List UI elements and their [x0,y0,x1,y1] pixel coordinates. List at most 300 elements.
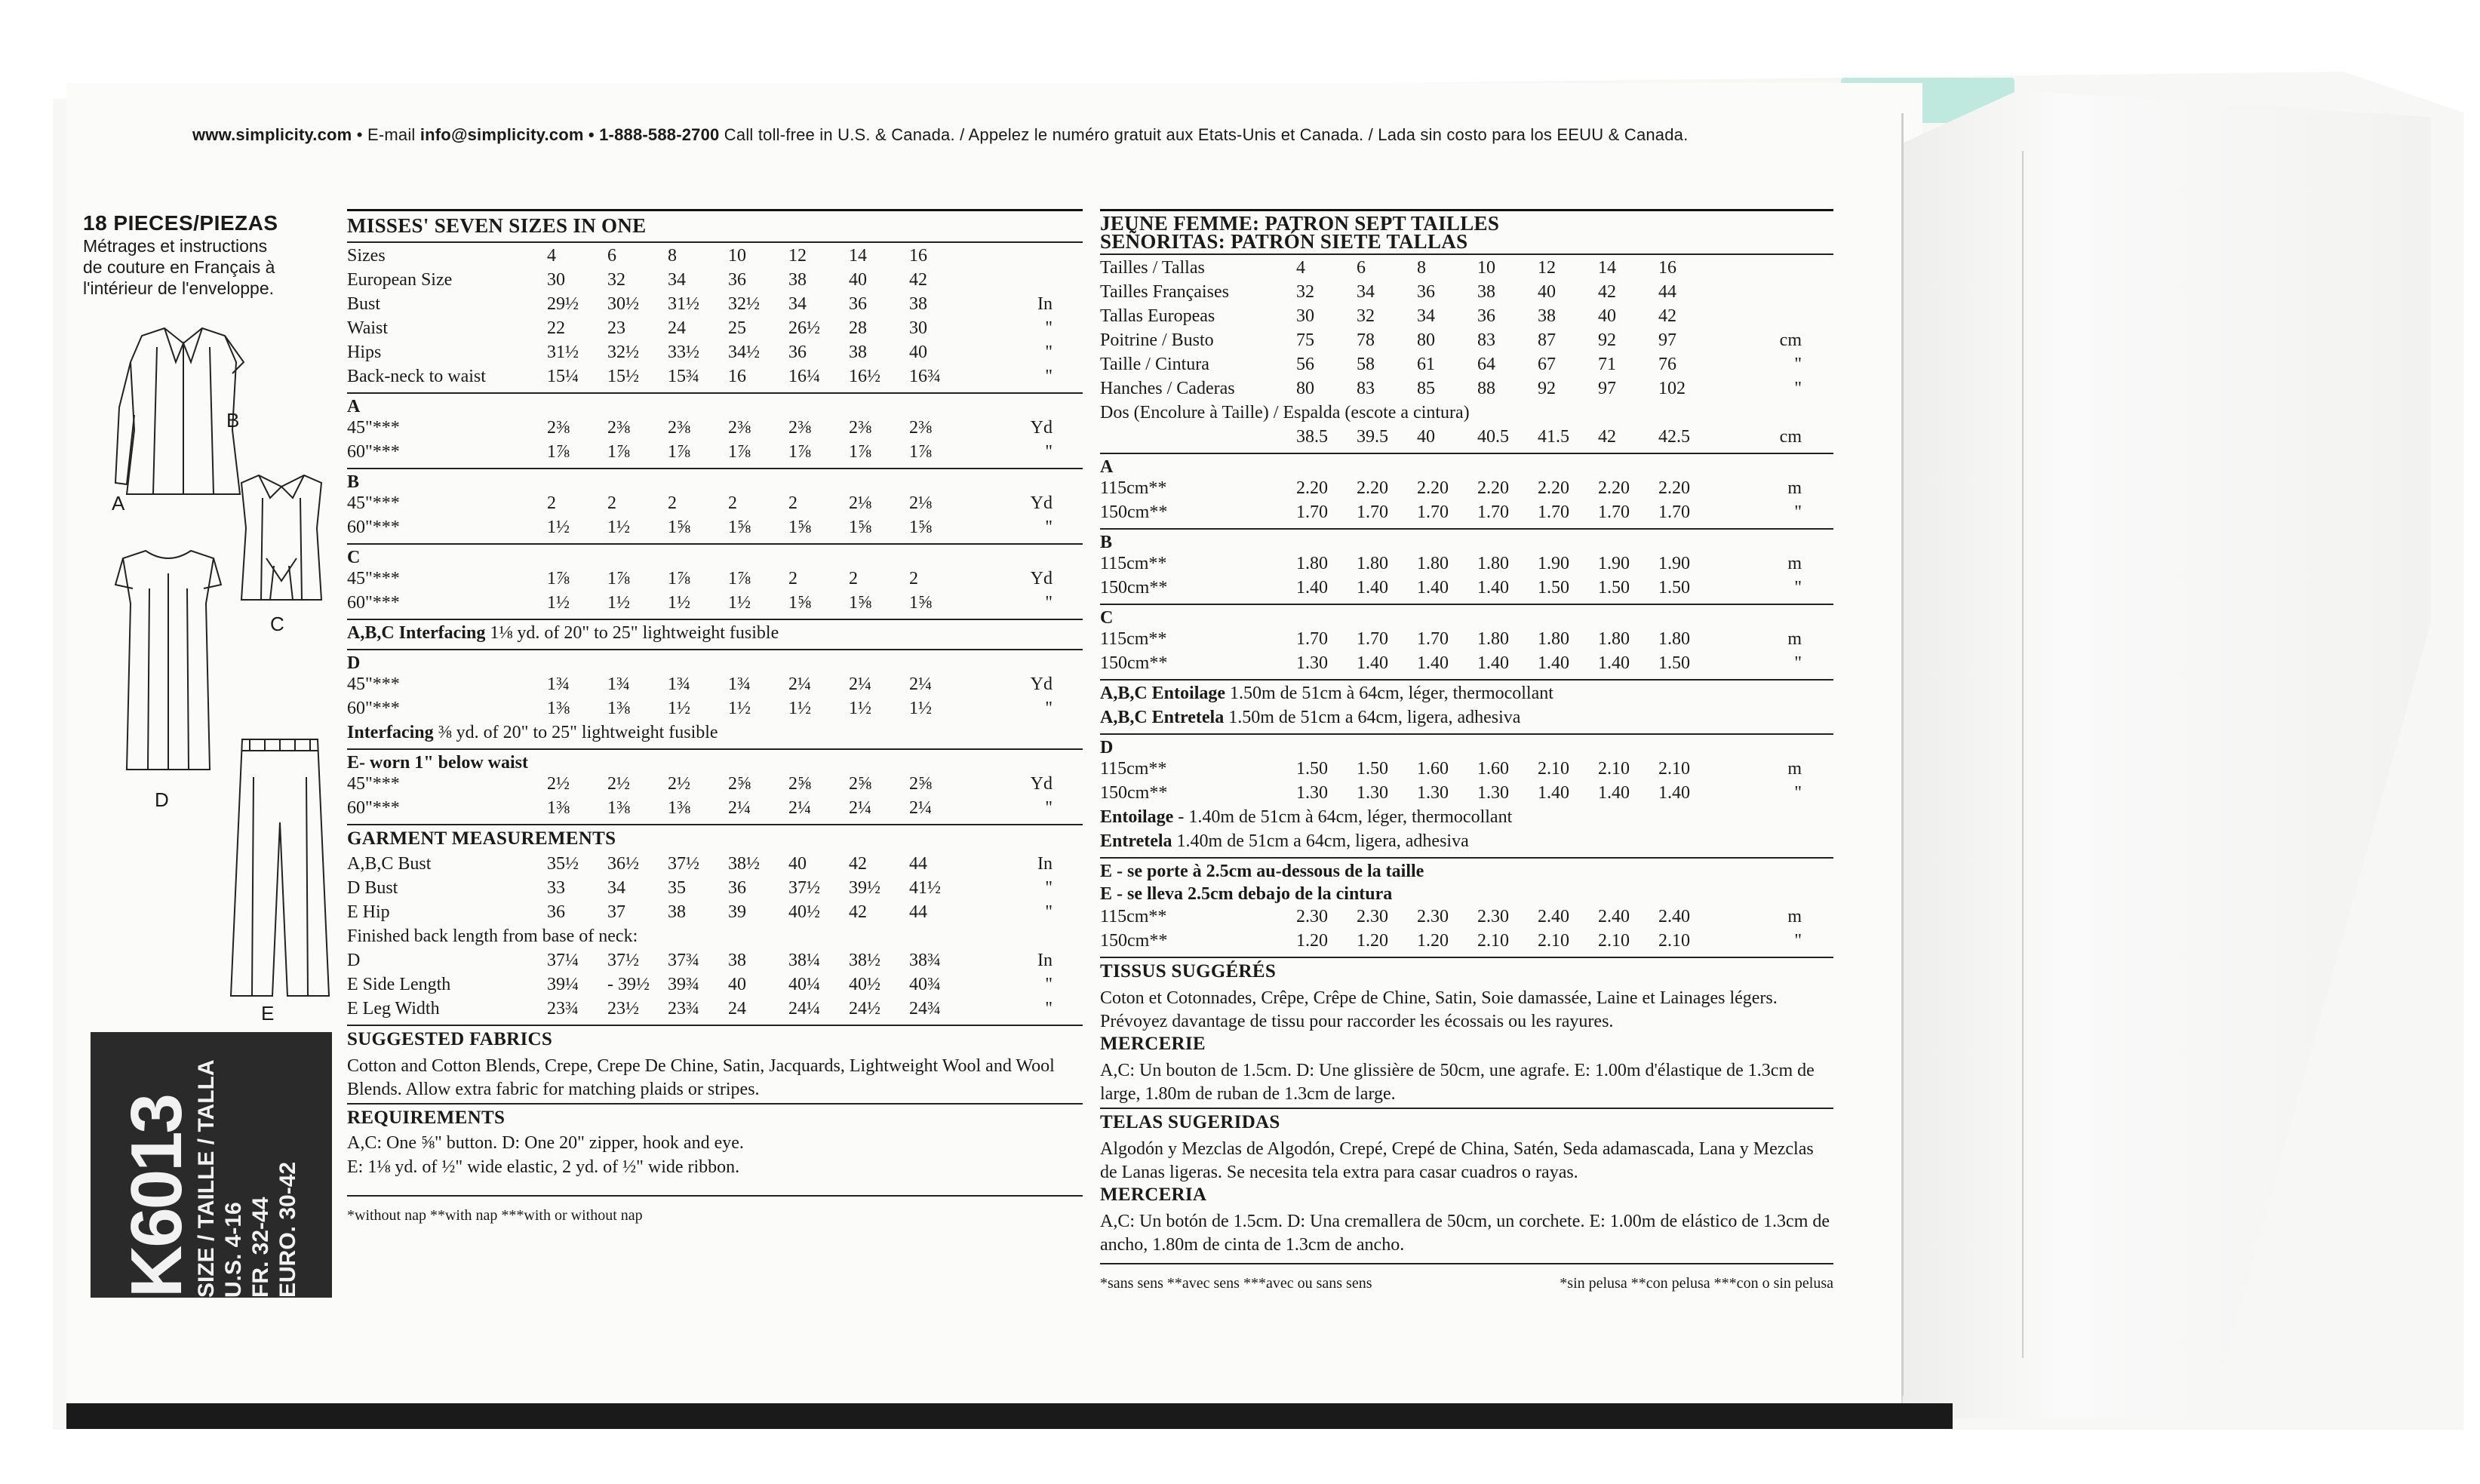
size-value: 38¼ [788,951,820,970]
size-value: 36 [788,343,807,362]
table-row [347,343,1083,367]
row-label: Tallas Europeas [1100,306,1215,326]
table-row [1100,427,1833,451]
pieces-count: 18 PIECES/PIEZAS [83,211,278,235]
size-value: 37½ [668,854,699,874]
abc-interfacing-note: A,B,C Interfacing 1⅛ yd. of 20" to 25" lightweight fusible [347,623,779,643]
table-row [347,902,1083,926]
size-value: 1.70 [1658,502,1690,522]
table-row [347,246,1083,270]
unit: " [1794,783,1802,803]
unit: In [1037,294,1053,314]
size-value: 39.5 [1357,427,1388,447]
size-value: 92 [1598,330,1616,350]
table-row [347,878,1083,902]
size-value: 2¼ [909,674,932,694]
view-d-yardage [347,674,1083,723]
size-value: 8 [668,246,677,266]
size-value: 2 [607,493,616,513]
size-value: 67 [1538,355,1556,374]
size-value: 2⅜ [728,418,751,438]
size-value: 1¾ [728,674,751,694]
size-value: 4 [1296,258,1305,278]
size-value: 1.80 [1296,554,1328,573]
row-label: 150cm** [1100,653,1168,673]
row-label: D [347,951,361,970]
size-value: 2.40 [1598,907,1630,926]
row-label: 115cm** [1100,759,1167,779]
pieces-info [83,211,340,299]
size-value: 10 [1477,258,1495,278]
row-label: Bust [347,294,381,314]
size-value: 1.20 [1357,931,1388,951]
table-row [347,442,1083,466]
unit: Yd [1030,774,1053,794]
size-value: 39 [728,902,746,922]
size-value: 2⅝ [728,774,751,794]
merceria-title: MERCERIA [1100,1184,1207,1205]
size-value: 1⅞ [547,442,570,462]
size-value: 2⅜ [909,418,932,438]
table-row [1100,629,1833,653]
size-value: 1⅞ [668,569,690,588]
size-value: 1.20 [1296,931,1328,951]
size-value: 2.30 [1477,907,1509,926]
size-value: 1.80 [1357,554,1388,573]
size-value: 1.40 [1296,578,1328,598]
size-value: 2.30 [1296,907,1328,926]
size-value: 38 [788,270,807,290]
size-value: 23¾ [547,999,579,1019]
size-value: 1.70 [1357,629,1388,649]
size-value: 42 [849,854,867,874]
dress-drawing-d [112,543,225,785]
unit: " [1794,578,1802,598]
table-row [347,270,1083,294]
size-value: 2⅛ [909,493,932,513]
size-value: 61 [1417,355,1435,374]
size-value: 38½ [849,951,880,970]
finished-back-length-note: Finished back length from base of neck: [347,926,638,946]
fr-sizes: FR. 32-44 [248,1197,273,1298]
size-value: 1.50 [1357,759,1388,779]
row-label: 45"*** [347,493,400,513]
size-value: 1½ [728,699,751,718]
size-value: 2⅝ [788,774,811,794]
size-value: 2.20 [1477,478,1509,498]
size-value: 1½ [607,518,630,537]
table-row [1100,258,1833,282]
table-row [347,294,1083,318]
row-label: Hips [347,343,382,362]
size-value: 32 [1296,282,1314,302]
unit: " [1794,355,1802,374]
size-value: 31½ [668,294,699,314]
size-value: 2⅝ [909,774,932,794]
french-note-2: de couture en Français à [83,257,275,277]
size-value: 2.30 [1357,907,1388,926]
unit: Yd [1030,674,1053,694]
size-value: 2⅜ [849,418,871,438]
d-entoilage-note: Entoilage - 1.40m de 51cm à 64cm, léger, thermocollant [1100,807,1513,827]
unit: " [1045,318,1053,338]
row-label: 45"*** [347,569,400,588]
size-value: 1.80 [1417,554,1449,573]
table-row [347,593,1083,617]
view-label-b: B [226,409,240,432]
size-value: 1.90 [1598,554,1630,573]
row-label: 150cm** [1100,502,1168,522]
size-value: 16½ [849,367,880,386]
fr-view-a-label: A [1100,457,1114,477]
view-label-d: D [155,788,169,811]
size-value: 1.70 [1417,629,1449,649]
size-value: 2 [728,493,737,513]
size-value: 1⅝ [728,518,751,537]
size-value: 2½ [607,774,630,794]
table-row [1100,379,1833,403]
size-value: 40 [1417,427,1435,447]
website-link: www.simplicity.com [192,125,352,144]
view-label-e: E [261,1002,275,1025]
size-value: 1½ [547,518,570,537]
fr-view-d-yardage [1100,759,1833,807]
size-value: 2¼ [788,798,811,818]
row-label: Back-neck to waist [347,367,486,386]
size-value: 36 [728,878,746,898]
size-value: - 39½ [607,975,650,994]
size-value: 23 [607,318,625,338]
size-value: 32½ [607,343,639,362]
size-value: 80 [1296,379,1314,398]
unit: " [1794,379,1802,398]
size-value: 30 [547,270,565,290]
size-value: 2⅛ [849,493,871,513]
size-value: 80 [1417,330,1435,350]
size-value: 14 [1598,258,1616,278]
table-row [347,699,1083,723]
fr-view-d-label: D [1100,738,1114,757]
size-value: 39¼ [547,975,579,994]
size-value: 2⅜ [547,418,570,438]
size-value: 1.40 [1417,578,1449,598]
size-value: 16¾ [909,367,941,386]
size-value: 32½ [728,294,760,314]
row-label: Tailles / Tallas [1100,258,1205,278]
size-value: 1½ [668,593,690,613]
size-value: 1⅞ [788,442,811,462]
size-value: 41½ [909,878,941,898]
size-value: 40 [849,270,867,290]
size-value: 2.10 [1658,931,1690,951]
size-value: 1.60 [1477,759,1509,779]
row-label: 45"*** [347,774,400,794]
size-value: 34 [1357,282,1375,302]
size-value: 2.30 [1417,907,1449,926]
size-value: 36 [1477,306,1495,326]
size-value: 1.40 [1417,653,1449,673]
size-value: 1.70 [1598,502,1630,522]
english-yardage-chart [347,207,1083,1224]
size-value: 42 [909,270,927,290]
row-label: A,B,C Bust [347,854,432,874]
size-value: 29½ [547,294,579,314]
size-value: 1.40 [1658,783,1690,803]
fr-view-b-yardage [1100,554,1833,602]
row-label: E Hip [347,902,390,922]
row-label: Poitrine / Busto [1100,330,1214,350]
unit: " [1794,653,1802,673]
unit: In [1037,854,1053,874]
size-label: SIZE / TAILLE / TALLA [194,1059,219,1298]
size-value: 1⅝ [668,518,690,537]
table-row [347,367,1083,391]
size-value: 2½ [547,774,570,794]
tissus-title: TISSUS SUGGÉRÉS [1100,961,1277,982]
table-row [1100,478,1833,502]
size-value: 16 [909,246,927,266]
unit: In [1037,951,1053,970]
english-footnote: *without nap **with nap ***with or without nap [347,1207,643,1224]
pattern-code: K6013 [116,1095,197,1298]
row-label: Taille / Cintura [1100,355,1209,374]
table-row [347,854,1083,878]
size-value: 34 [788,294,807,314]
size-value: 44 [909,902,927,922]
view-label-a: A [112,492,125,515]
size-value: 35½ [547,854,579,874]
size-value: 2 [668,493,677,513]
unit: " [1045,699,1053,718]
size-value: 36 [849,294,867,314]
unit: m [1787,907,1802,926]
row-label: 45"*** [347,674,400,694]
requirements-line-2: E: 1⅛ yd. of ½" wide elastic, 2 yd. of ½" wide ribbon. [347,1157,740,1177]
garment-measurements-table [347,854,1083,926]
view-e-yardage [347,774,1083,822]
garment-measurements-title: GARMENT MEASUREMENTS [347,828,616,849]
size-value: 35 [668,878,686,898]
d-entretela-note: Entretela 1.40m de 51cm a 64cm, ligera, adhesiva [1100,831,1469,851]
size-value: 26½ [788,318,820,338]
size-value: 88 [1477,379,1495,398]
size-value: 44 [1658,282,1676,302]
unit: " [1045,902,1053,922]
size-value: 28 [849,318,867,338]
size-value: 24¾ [909,999,941,1019]
size-value: 6 [607,246,616,266]
toll-free-text: Call toll-free in U.S. & Canada. / Appelez le numéro gratuit aux Etats-Unis et Canada. / Lada sin costo para los EEUU & Canada. [719,125,1689,144]
size-value: 1.30 [1357,783,1388,803]
size-value: 1.40 [1598,653,1630,673]
size-value: 4 [547,246,556,266]
bottom-edge-strip [66,1403,1953,1429]
size-value: 2⅜ [788,418,811,438]
view-a-yardage [347,418,1083,466]
size-value: 38½ [728,854,760,874]
size-value: 39¾ [668,975,699,994]
size-value: 24½ [849,999,880,1019]
size-value: 2¼ [849,674,871,694]
size-value: 42.5 [1658,427,1690,447]
row-label: 60"*** [347,442,400,462]
row-label: 150cm** [1100,578,1168,598]
size-value: 1.30 [1296,653,1328,673]
size-value: 2 [547,493,556,513]
size-value: 75 [1296,330,1314,350]
size-value: 16¼ [788,367,820,386]
unit: m [1787,759,1802,779]
table-row [347,418,1083,442]
row-label: 115cm** [1100,907,1167,926]
size-value: 64 [1477,355,1495,374]
size-value: 1.40 [1598,783,1630,803]
size-value: 39½ [849,878,880,898]
size-value: 1⅜ [607,798,630,818]
row-label: 60"*** [347,593,400,613]
size-value: 2.20 [1658,478,1690,498]
telas-title: TELAS SUGERIDAS [1100,1112,1280,1132]
size-value: 30½ [607,294,639,314]
size-value: 1½ [547,593,570,613]
row-label: Sizes [347,246,386,266]
size-value: 44 [909,854,927,874]
table-row [347,318,1083,343]
size-value: 40 [1538,282,1556,302]
row-label: 60"*** [347,518,400,537]
size-value: 1.90 [1538,554,1569,573]
size-value: 42 [1598,282,1616,302]
size-value: 1.50 [1538,578,1569,598]
row-label: Tailles Françaises [1100,282,1229,302]
size-value: 24 [668,318,686,338]
size-value: 34 [668,270,686,290]
unit: cm [1779,427,1802,447]
finished-length-table [347,951,1083,1023]
size-value: 2 [788,569,797,588]
table-row [347,951,1083,975]
size-value: 1.40 [1357,653,1388,673]
size-value: 78 [1357,330,1375,350]
view-b-label: B [347,472,360,492]
size-value: 2.20 [1296,478,1328,498]
size-value: 15½ [607,367,639,386]
size-value: 36½ [607,854,639,874]
size-value: 1.50 [1658,578,1690,598]
size-value: 1.80 [1598,629,1630,649]
size-value: 37½ [788,878,820,898]
size-value: 38 [1477,282,1495,302]
view-d-label: D [347,653,361,673]
view-b-yardage [347,493,1083,542]
abc-entretela-note: A,B,C Entretela 1.50m de 51cm a 64cm, ligera, adhesiva [1100,708,1521,727]
size-value: 1.40 [1477,578,1509,598]
unit: " [1045,999,1053,1019]
pants-drawing-e [223,732,337,1003]
size-value: 2.10 [1598,931,1630,951]
row-label: Hanches / Caderas [1100,379,1235,398]
size-value: 33½ [668,343,699,362]
unit: " [1045,518,1053,537]
size-value: 1½ [849,699,871,718]
size-value: 36 [728,270,746,290]
unit: " [1794,502,1802,522]
size-value: 1.60 [1417,759,1449,779]
size-value: 12 [1538,258,1556,278]
size-value: 42 [1598,427,1616,447]
size-value: 38 [668,902,686,922]
telas-text: Algodón y Mezclas de Algodón, Crepé, Crepé de China, Satén, Seda adamascada, Lana y Mezclas de Lanas ligeras. Se necesita tela extra para casar cuadros o rayas. [1100,1139,1814,1182]
size-value: 56 [1296,355,1314,374]
size-value: 1½ [607,593,630,613]
size-value: 42 [849,902,867,922]
size-value: 2¼ [728,798,751,818]
size-value: 1¾ [607,674,630,694]
size-value: 2¼ [849,798,871,818]
size-value: 1.50 [1598,578,1630,598]
size-value: 34½ [728,343,760,362]
size-value: 97 [1598,379,1616,398]
size-value: 102 [1658,379,1686,398]
size-value: 97 [1658,330,1676,350]
unit: " [1045,442,1053,462]
suggested-fabrics-text: Cotton and Cotton Blends, Crepe, Crepe De Chine, Satin, Jacquards, Lightweight Wool and Wool Blends. Allow extra fabric for matching plaids or stripes. [347,1056,1055,1099]
size-value: 40 [728,975,746,994]
size-value: 16 [1658,258,1676,278]
row-label: Waist [347,318,389,338]
fr-view-a-yardage [1100,478,1833,527]
size-value: 1.70 [1477,502,1509,522]
size-value: 6 [1357,258,1366,278]
size-value: 38 [909,294,927,314]
size-value: 1.70 [1538,502,1569,522]
size-value: 8 [1417,258,1426,278]
size-value: 37¼ [547,951,579,970]
size-value: 2 [849,569,858,588]
row-label: 150cm** [1100,931,1168,951]
table-row [347,569,1083,593]
table-row [1100,578,1833,602]
size-value: 40 [909,343,927,362]
size-value: 1.80 [1658,629,1690,649]
size-value: 33 [547,878,565,898]
size-value: 1⅜ [547,798,570,818]
mercerie-title: MERCERIE [1100,1034,1206,1054]
size-value: 1⅞ [728,442,751,462]
row-label: 115cm** [1100,554,1167,573]
size-value: 2.10 [1658,759,1690,779]
requirements-title: REQUIREMENTS [347,1108,506,1128]
size-value: 38.5 [1296,427,1328,447]
size-value: 58 [1357,355,1375,374]
dos-label: Dos (Encolure à Taille) / Espalda (escote a cintura) [1100,403,1470,422]
size-value: 40¼ [788,975,820,994]
size-value: 1⅞ [909,442,932,462]
french-spanish-footnote [1100,1275,1833,1292]
pattern-code-box [91,1032,332,1298]
es-view-e-label: E - se lleva 2.5cm debajo de la cintura [1100,884,1393,904]
size-value: 2.40 [1538,907,1569,926]
english-chart-title: MISSES' SEVEN SIZES IN ONE [347,214,647,237]
unit: Yd [1030,493,1053,513]
fr-view-c-label: C [1100,608,1114,628]
size-value: 40¾ [909,975,941,994]
size-value: 42 [1658,306,1676,326]
size-value: 2½ [668,774,690,794]
size-value: 1.40 [1538,653,1569,673]
unit: " [1045,367,1053,386]
table-row [1100,355,1833,379]
